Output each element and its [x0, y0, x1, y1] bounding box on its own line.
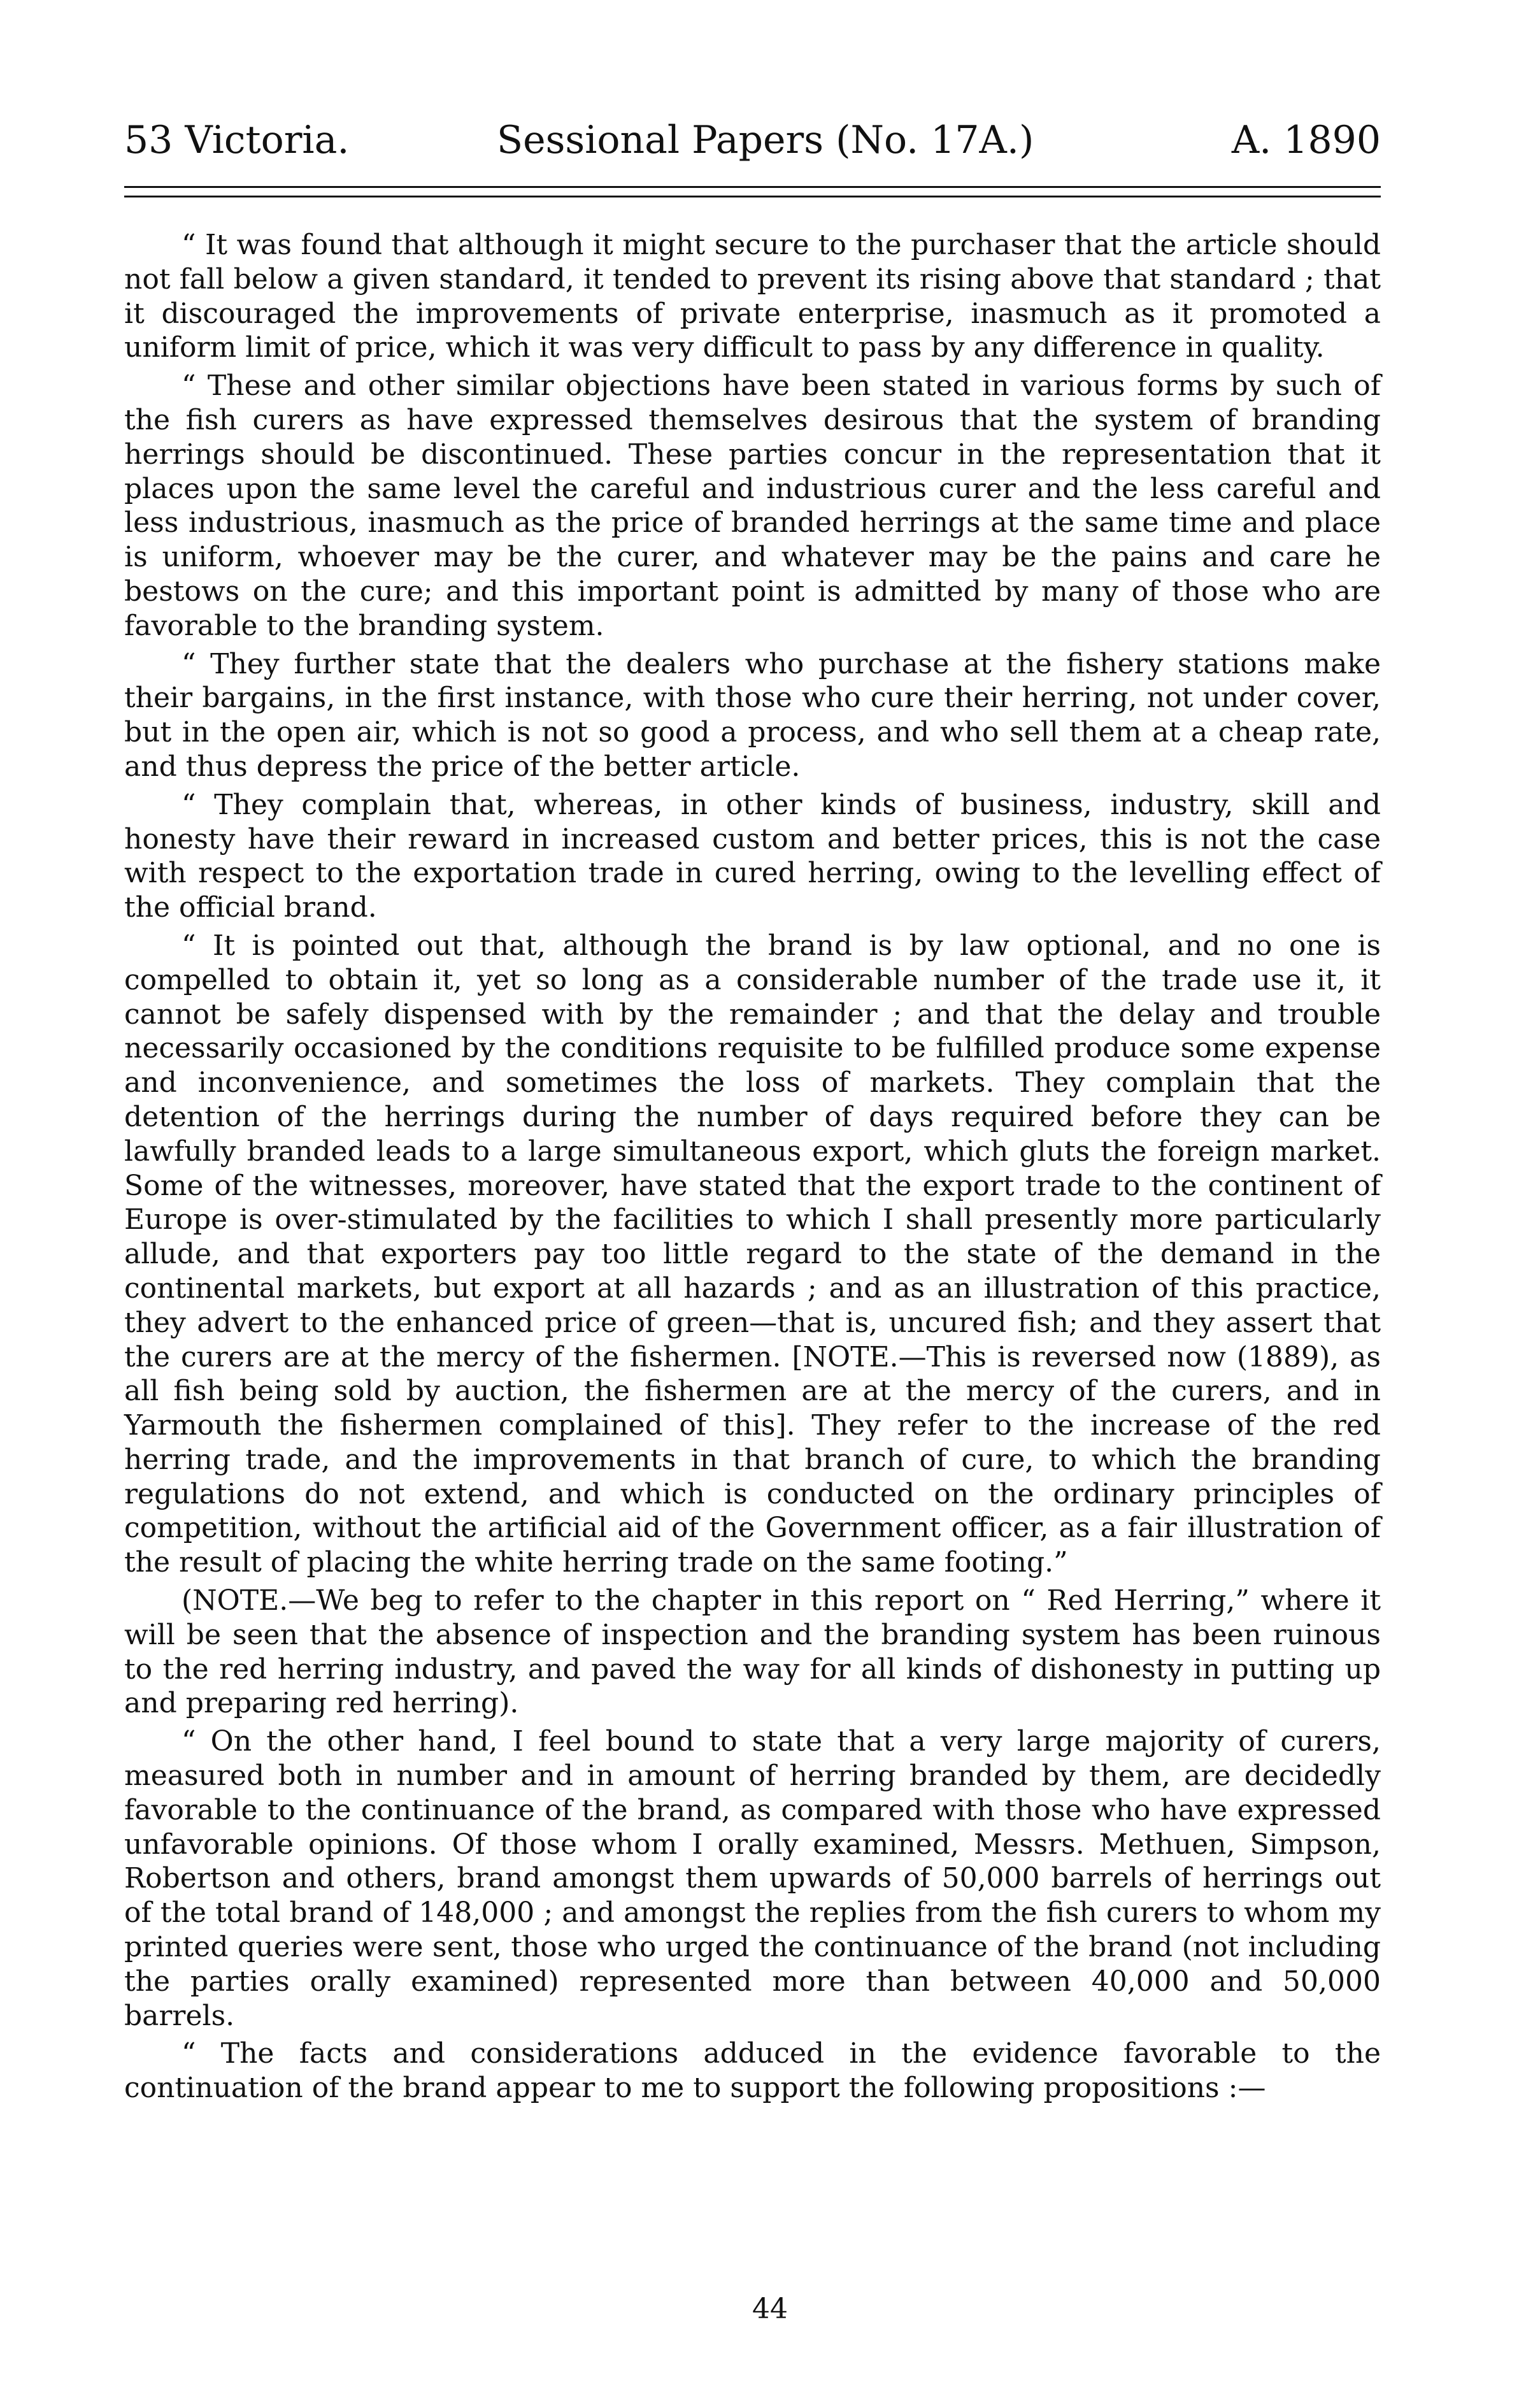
- header-year: A. 1890: [1231, 118, 1381, 162]
- paragraph: “ They further state that the dealers who purchase at the fishery stations make their bargains, in the first instance, with those who cure their herring, not under cover, but in the open air, which is not so good a process, and who sell them at a cheap rate, and thus depress the price of the better article.: [124, 647, 1381, 783]
- paragraph: “ The facts and considerations adduced in the evidence favorable to the continuation of the brand appear to me to support the following propositions :—: [124, 2037, 1381, 2105]
- page-number: 44: [752, 2293, 788, 2325]
- paragraph: “ It is pointed out that, although the brand is by law optional, and no one is compelled to obtain it, yet so long as a considerable number of the trade use it, it cannot be safely dispensed with by the remainder ; and that the delay and trouble necessarily occasioned by the conditions requisite to be fulfilled produce some expense and inconvenience, and sometimes the loss of markets. They complain that the detention of the herrings during the number of days required before they can be lawfully branded leads to a large simultaneous export, which gluts the foreign market. Some of the witnesses, moreover, have stated that the export trade to the continent of Europe is over-stimulated by the facilities to which I shall presently more particularly allude, and that exporters pay too little regard to the state of the demand in the continental markets, but export at all hazards ; and as an illustration of this practice, they advert to the enhanced price of green—that is, uncured fish; and they assert that the curers are at the mercy of the fishermen. [NOTE.—This is reversed now (1889), as all fish being sold by auction, the fishermen are at the mercy of the curers, and in Yarmouth the fishermen complained of this]. They refer to the increase of the red herring trade, and the improvements in that branch of cure, to which the branding regulations do not extend, and which is conducted on the ordinary principles of competition, without the artificial aid of the Government officer, as a fair illustration of the result of placing the white herring trade on the same footing.”: [124, 929, 1381, 1579]
- header-session: 53 Victoria.: [124, 118, 350, 162]
- paragraph: “ On the other hand, I feel bound to state that a very large majority of curers, measured both in number and in amount of herring branded by them, are decidedly favorable to the continuance of the brand, as compared with those who have expressed unfavorable opinions. Of those whom I orally examined, Messrs. Methuen, Simpson, Robertson and others, brand amongst them upwards of 50,000 barrels of herrings out of the total brand of 148,000 ; and amongst the replies from the fish curers to whom my printed queries were sent, those who urged the continuance of the brand (not including the parties orally examined) represented more than between 40,000 and 50,000 barrels.: [124, 1725, 1381, 2032]
- header-title: Sessional Papers (No. 17A.): [497, 118, 1034, 162]
- paragraph: “ These and other similar objections have been stated in various forms by such of the fish curers as have expressed themselves desirous that the system of branding herrings should be discontinued. These parties concur in the representation that it places upon the same level the careful and industrious curer and the less careful and less industrious, inasmuch as the price of branded herrings at the same time and place is uniform, whoever may be the curer, and whatever may be the pains and care he bestows on the cure; and this important point is admitted by many of those who are favorable to the branding system.: [124, 369, 1381, 642]
- paragraph: (NOTE.—We beg to refer to the chapter in this report on “ Red Herring,” where it will be seen that the absence of inspection and the branding system has been ruinous to the red herring industry, and paved the way for all kinds of dishonesty in putting up and preparing red herring).: [124, 1584, 1381, 1720]
- body-text: [124, 228, 1381, 2109]
- header-double-rule: [124, 186, 1381, 197]
- running-header: [124, 115, 1381, 166]
- paragraph: “ It was found that although it might secure to the purchaser that the article should not fall below a given standard, it tended to prevent its rising above that standard ; that it discouraged the improvements of private enterprise, inasmuch as it promoted a uniform limit of price, which it was very difficult to pass by any difference in quality.: [124, 229, 1381, 364]
- paragraph: “ They complain that, whereas, in other kinds of business, industry, skill and honesty have their reward in increased custom and better prices, this is not the case with respect to the exportation trade in cured herring, owing to the levelling effect of the official brand.: [124, 788, 1381, 924]
